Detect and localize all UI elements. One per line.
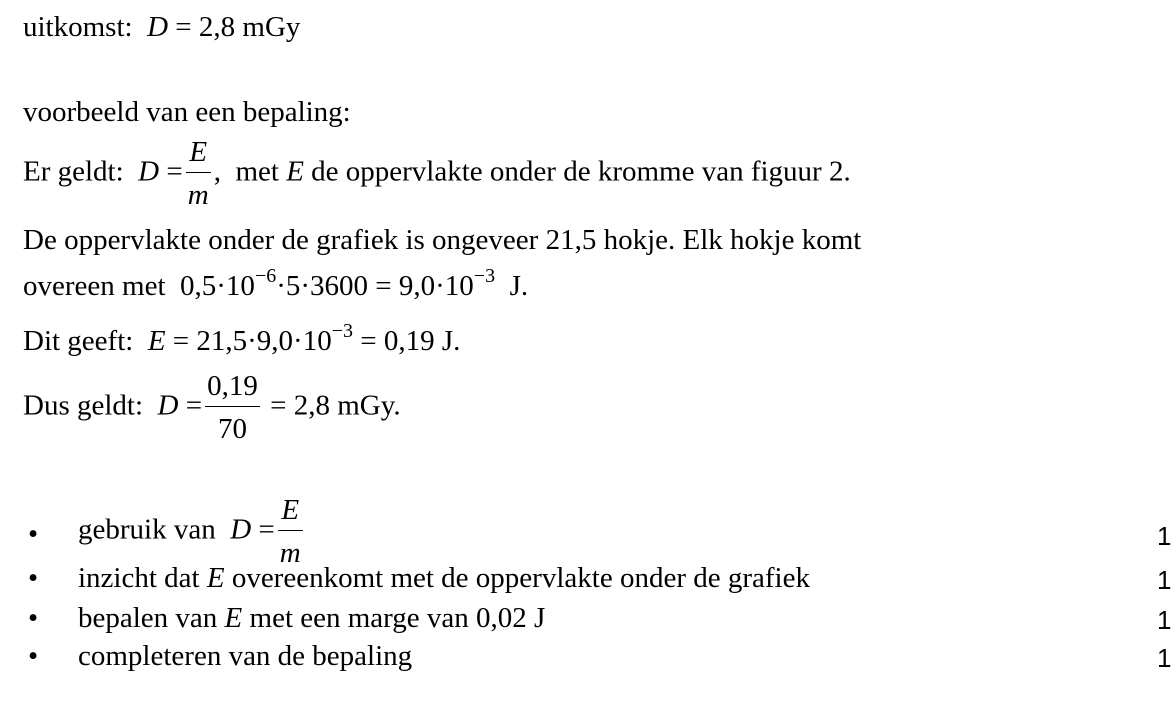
dose-symbol: D <box>147 11 169 43</box>
fraction-dose <box>205 372 260 444</box>
criterion-text-b: met een marge van 0,02 J <box>249 602 546 634</box>
energy-expression: = 21,5·9,0·10 <box>172 325 332 357</box>
criterion-text-a: bepalen van <box>78 602 218 634</box>
comma: , <box>213 155 221 188</box>
area-line <box>23 226 861 255</box>
energy-symbol: E <box>224 602 243 634</box>
criterion-text-a: completeren van de bepaling <box>78 640 413 672</box>
dose-prefix: Dus geldt: <box>23 389 144 422</box>
bullet-icon: • <box>28 602 39 634</box>
answer-formula <box>140 11 301 43</box>
criterion-text-a: inzicht dat <box>78 562 200 594</box>
fraction-denominator: 70 <box>217 413 247 445</box>
dose-line <box>23 372 401 444</box>
energy-result: = 0,19 J. <box>360 325 461 357</box>
box-expression <box>180 265 496 302</box>
formula-prefix: Er geldt: <box>23 155 124 188</box>
criterion-text <box>78 602 545 635</box>
fraction-numerator: E <box>186 138 211 173</box>
criterion-3 <box>0 602 1176 642</box>
box-factor-b: ·5·3600 = 9,0·10 <box>276 270 474 302</box>
energy-symbol: E <box>286 155 304 188</box>
energy-prefix: Dit geeft: <box>23 325 134 357</box>
criterion-text <box>78 496 306 568</box>
score-points: 1 <box>1157 565 1172 595</box>
score-points: 1 <box>1157 605 1172 635</box>
bullet-icon: • <box>28 518 39 550</box>
score-points: 1 <box>1157 521 1172 551</box>
fraction-denominator: m <box>187 179 209 211</box>
fraction-numerator: 0,19 <box>205 372 260 407</box>
box-factor-a: 0,5·10 <box>180 270 255 302</box>
energy-symbol: E <box>147 325 166 357</box>
box-line <box>23 265 529 302</box>
equals-sign: = <box>166 155 183 188</box>
score-points: 1 <box>1157 643 1172 673</box>
dose-symbol: D <box>138 155 160 188</box>
example-heading <box>23 98 351 127</box>
criterion-2 <box>0 562 1176 602</box>
energy-symbol: E <box>206 562 225 594</box>
box-prefix: overeen met <box>23 270 166 302</box>
bullet-icon: • <box>28 640 39 672</box>
dose-symbol: D <box>230 513 252 546</box>
exponent: −3 <box>473 265 496 287</box>
exponent: −6 <box>254 265 277 287</box>
answer-value: 2,8 mGy <box>198 11 301 43</box>
formula-suffix-a: met <box>235 155 279 188</box>
bullet-icon: • <box>28 562 39 594</box>
fraction-E-over-m <box>186 138 211 210</box>
equals-sign: = <box>185 389 203 422</box>
criterion-text-b: overeenkomt met de oppervlakte onder de grafiek <box>231 562 810 594</box>
equals-sign: = <box>175 11 192 43</box>
answer-label: uitkomst: <box>23 11 133 43</box>
box-unit: J. <box>509 270 529 302</box>
criterion-text-a: gebruik van <box>78 513 216 546</box>
energy-line <box>23 320 461 357</box>
example-heading-text: voorbeeld van een bepaling: <box>23 96 351 128</box>
fraction-denominator: m <box>279 537 301 569</box>
formula-line <box>23 138 851 210</box>
criterion-text <box>78 562 810 595</box>
criterion-text <box>78 640 412 673</box>
dose-symbol: D <box>157 389 179 422</box>
area-text: De oppervlakte onder de grafiek is ongeveer 21,5 hokje. Elk hokje komt <box>23 224 862 256</box>
formula-suffix-b: de oppervlakte onder de kromme van figuur 2. <box>311 155 851 188</box>
criterion-4 <box>0 640 1176 680</box>
fraction-numerator: E <box>278 496 303 531</box>
fraction-E-over-m <box>278 496 303 568</box>
answer-line <box>23 13 300 42</box>
equals-sign: = <box>258 513 275 546</box>
exponent: −3 <box>331 320 353 342</box>
dose-result: = 2,8 mGy. <box>270 389 401 422</box>
